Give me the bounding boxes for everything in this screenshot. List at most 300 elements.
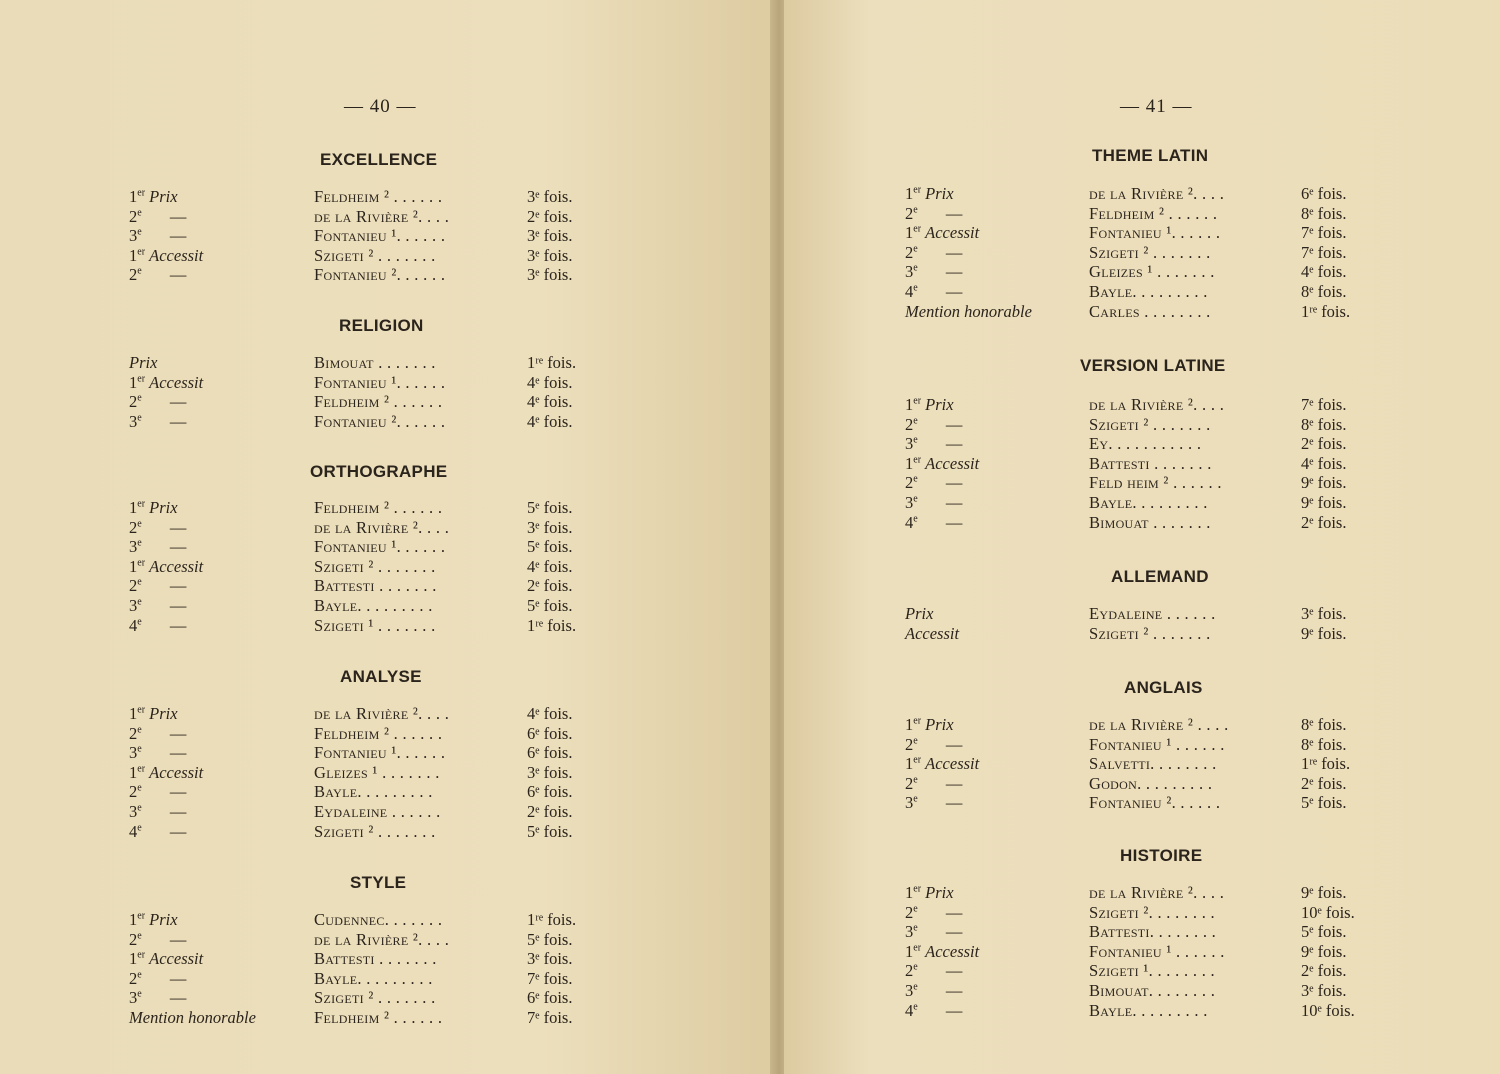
rank-suffix: er bbox=[137, 763, 146, 775]
award-row bbox=[784, 434, 1500, 454]
ditto-dash: — bbox=[945, 961, 963, 981]
award-rank bbox=[129, 187, 178, 207]
rank-number: 2 bbox=[905, 242, 914, 262]
award-count: 3ᵉ fois. bbox=[527, 762, 573, 782]
award-rank bbox=[905, 473, 962, 493]
section-title: ANGLAIS bbox=[1124, 678, 1203, 697]
award-row bbox=[0, 207, 776, 227]
rank-number: 2 bbox=[129, 968, 138, 988]
rank-number: 1 bbox=[905, 941, 914, 961]
award-rank bbox=[129, 576, 186, 596]
rank-suffix: er bbox=[137, 498, 146, 510]
award-count: 8ᵉ fois. bbox=[1301, 414, 1347, 434]
award-count: 2ᵉ fois. bbox=[1301, 773, 1347, 793]
rank-number: 2 bbox=[129, 782, 138, 802]
student-name: Bayle. . . . . . . . . bbox=[1089, 493, 1208, 512]
student-name: Szigeti ² . . . . . . . bbox=[1089, 623, 1211, 643]
student-name: de la Rivière ². . . . bbox=[314, 929, 450, 949]
award-row bbox=[784, 223, 1500, 243]
rank-suffix: er bbox=[913, 454, 922, 466]
rank-suffix: e bbox=[137, 822, 142, 834]
award-type: Prix bbox=[905, 604, 934, 623]
rank-number: 2 bbox=[905, 961, 914, 981]
rank-number: 4 bbox=[129, 615, 138, 635]
award-row bbox=[0, 226, 776, 246]
award-count: 5ᵉ fois. bbox=[527, 821, 573, 841]
award-row bbox=[0, 910, 776, 930]
rank-suffix: er bbox=[137, 187, 146, 199]
rank-suffix: e bbox=[137, 724, 142, 736]
section-title: STYLE bbox=[350, 873, 407, 892]
rank-number: 3 bbox=[905, 262, 914, 282]
rank-suffix: e bbox=[137, 537, 142, 549]
rank-suffix: e bbox=[913, 981, 918, 993]
student-name: Cudennec. . . . . . . bbox=[314, 910, 443, 929]
student-name: Bayle. . . . . . . . . bbox=[1089, 1000, 1208, 1020]
award-row bbox=[784, 903, 1500, 923]
rank-number: 2 bbox=[905, 902, 914, 922]
rank-number: 1 bbox=[905, 223, 914, 243]
student-name: Fontanieu ¹. . . . . . bbox=[314, 743, 446, 763]
award-count: 6ᵉ fois. bbox=[527, 988, 573, 1008]
rank-number: 4 bbox=[905, 282, 914, 301]
award-count: 1ʳᵉ fois. bbox=[1301, 754, 1351, 774]
rank-suffix: e bbox=[913, 922, 918, 934]
student-name: Fontanieu ¹ . . . . . . bbox=[1089, 941, 1225, 961]
section-title: EXCELLENCE bbox=[320, 150, 438, 169]
ditto-dash: — bbox=[169, 988, 187, 1008]
rank-suffix: e bbox=[913, 735, 918, 747]
rank-number: 1 bbox=[129, 498, 138, 517]
rank-suffix: e bbox=[137, 616, 142, 628]
student-name: de la Rivière ² . . . . bbox=[1089, 715, 1229, 734]
award-type: Accessit bbox=[149, 556, 204, 576]
rank-suffix: e bbox=[913, 282, 918, 294]
award-type: Prix bbox=[129, 353, 158, 372]
rank-suffix: er bbox=[913, 942, 922, 954]
ditto-dash: — bbox=[945, 203, 963, 223]
rank-number: 1 bbox=[129, 910, 138, 929]
award-row bbox=[0, 949, 776, 969]
award-rank bbox=[905, 942, 979, 962]
award-rank bbox=[129, 557, 203, 577]
rank-suffix: e bbox=[137, 392, 142, 404]
section-title: THEME LATIN bbox=[1092, 146, 1209, 165]
award-rank bbox=[905, 243, 962, 263]
rank-number: 2 bbox=[905, 734, 914, 754]
ditto-dash: — bbox=[945, 473, 963, 493]
award-row bbox=[784, 774, 1500, 794]
rank-number: 3 bbox=[905, 793, 914, 813]
award-rank bbox=[905, 513, 962, 533]
award-row bbox=[784, 454, 1500, 474]
award-count: 5ᵉ fois. bbox=[527, 596, 573, 615]
award-rank bbox=[905, 624, 959, 644]
award-row bbox=[784, 754, 1500, 774]
ditto-dash: — bbox=[169, 596, 187, 615]
award-rank bbox=[129, 802, 186, 822]
award-row bbox=[784, 243, 1500, 263]
page-number: — 41 — bbox=[1120, 96, 1193, 117]
award-row bbox=[0, 822, 776, 842]
rank-number: 1 bbox=[905, 395, 914, 414]
award-row bbox=[0, 930, 776, 950]
award-rank bbox=[129, 265, 186, 285]
ditto-dash: — bbox=[945, 414, 963, 434]
student-name: Szigeti ². . . . . . . . bbox=[1089, 902, 1215, 922]
award-count: 2ᵉ fois. bbox=[527, 802, 573, 821]
rank-suffix: er bbox=[137, 246, 146, 258]
student-name: Fontanieu ¹. . . . . . bbox=[314, 226, 446, 246]
award-rank bbox=[129, 704, 178, 724]
award-row bbox=[784, 735, 1500, 755]
award-row bbox=[784, 1001, 1500, 1021]
award-type: Prix bbox=[925, 395, 954, 414]
award-rank bbox=[129, 226, 186, 246]
award-row bbox=[0, 782, 776, 802]
ditto-dash: — bbox=[169, 392, 187, 412]
award-rank bbox=[905, 184, 954, 204]
student-name: Szigeti ² . . . . . . . bbox=[1089, 414, 1211, 434]
rank-suffix: er bbox=[913, 395, 922, 407]
award-count: 3ᵉ fois. bbox=[527, 265, 573, 285]
award-rank bbox=[905, 981, 962, 1001]
award-count: 1ʳᵉ fois. bbox=[1301, 301, 1351, 321]
award-count: 1ʳᵉ fois. bbox=[527, 910, 577, 929]
rank-number: 1 bbox=[129, 187, 138, 206]
rank-suffix: e bbox=[913, 793, 918, 805]
section-title: VERSION LATINE bbox=[1080, 356, 1226, 375]
award-rank bbox=[129, 518, 186, 538]
student-name: Ey. . . . . . . . . . . bbox=[1089, 434, 1202, 454]
award-row bbox=[0, 1008, 776, 1028]
rank-suffix: e bbox=[137, 412, 142, 424]
award-row bbox=[784, 493, 1500, 513]
award-count: 4ᵉ fois. bbox=[1301, 262, 1347, 282]
rank-number: 1 bbox=[129, 762, 138, 782]
ditto-dash: — bbox=[169, 517, 187, 537]
rank-suffix: e bbox=[913, 243, 918, 255]
page-number: — 40 — bbox=[344, 96, 417, 117]
award-type: Prix bbox=[925, 715, 954, 734]
award-count: 2ᵉ fois. bbox=[1301, 961, 1347, 981]
award-count: 8ᵉ fois. bbox=[1301, 734, 1347, 754]
award-count: 1ʳᵉ fois. bbox=[527, 353, 577, 372]
rank-suffix: er bbox=[913, 223, 922, 235]
award-row bbox=[0, 557, 776, 577]
ditto-dash: — bbox=[945, 773, 963, 793]
award-count: 3ᵉ fois. bbox=[527, 245, 573, 265]
rank-number: 3 bbox=[129, 743, 138, 763]
award-count: 8ᵉ fois. bbox=[1301, 282, 1347, 301]
student-name: de la Rivière ². . . . bbox=[314, 704, 450, 723]
rank-suffix: e bbox=[137, 930, 142, 942]
rank-suffix: e bbox=[137, 782, 142, 794]
rank-number: 1 bbox=[905, 453, 914, 473]
ditto-dash: — bbox=[945, 512, 963, 532]
award-row bbox=[784, 473, 1500, 493]
ditto-dash: — bbox=[169, 782, 187, 802]
award-type: Mention honorable bbox=[905, 301, 1032, 321]
rank-number: 4 bbox=[129, 821, 138, 841]
award-count: 7ᵉ fois. bbox=[527, 1008, 573, 1027]
rank-suffix: e bbox=[913, 513, 918, 525]
ditto-dash: — bbox=[169, 411, 187, 431]
rank-number: 1 bbox=[905, 754, 914, 774]
rank-number: 1 bbox=[129, 245, 138, 265]
award-rank bbox=[905, 493, 962, 513]
award-row bbox=[784, 184, 1500, 204]
award-type: Prix bbox=[149, 910, 178, 929]
ditto-dash: — bbox=[945, 1000, 963, 1020]
award-rank bbox=[129, 596, 186, 616]
ditto-dash: — bbox=[169, 206, 187, 226]
award-row bbox=[0, 724, 776, 744]
award-count: 9ᵉ fois. bbox=[1301, 473, 1347, 493]
student-name: Bayle. . . . . . . . . bbox=[314, 968, 433, 988]
award-rank bbox=[905, 715, 954, 735]
award-type: Accessit bbox=[149, 372, 204, 392]
right-page bbox=[784, 0, 1500, 1074]
award-rank bbox=[905, 961, 962, 981]
award-row bbox=[0, 392, 776, 412]
rank-suffix: e bbox=[913, 434, 918, 446]
award-rank bbox=[905, 262, 962, 282]
award-count: 10ᵉ fois. bbox=[1301, 1000, 1355, 1020]
award-row bbox=[0, 616, 776, 636]
rank-suffix: e bbox=[913, 774, 918, 786]
award-row bbox=[784, 981, 1500, 1001]
award-count: 8ᵉ fois. bbox=[1301, 715, 1347, 734]
award-rank bbox=[905, 282, 962, 302]
ditto-dash: — bbox=[945, 262, 963, 282]
rank-suffix: er bbox=[137, 557, 146, 569]
student-name: de la Rivière ². . . . bbox=[1089, 395, 1225, 414]
award-row bbox=[784, 262, 1500, 282]
award-rank bbox=[129, 207, 186, 227]
award-count: 7ᵉ fois. bbox=[1301, 395, 1347, 414]
rank-suffix: e bbox=[137, 226, 142, 238]
award-count: 3ᵉ fois. bbox=[527, 226, 573, 246]
rank-suffix: e bbox=[137, 265, 142, 277]
student-name: Battesti . . . . . . . bbox=[314, 576, 437, 596]
award-rank bbox=[905, 454, 979, 474]
section-title: ANALYSE bbox=[340, 667, 422, 686]
rank-number: 4 bbox=[905, 512, 914, 532]
rank-number: 3 bbox=[129, 988, 138, 1008]
student-name: Fontanieu ¹. . . . . . bbox=[314, 372, 446, 392]
student-name: Feldheim ² . . . . . . bbox=[314, 723, 443, 743]
award-count: 2ᵉ fois. bbox=[1301, 434, 1347, 454]
rank-number: 2 bbox=[129, 576, 138, 596]
student-name: Feldheim ² . . . . . . bbox=[1089, 203, 1218, 223]
award-rank bbox=[129, 246, 203, 266]
award-row bbox=[784, 961, 1500, 981]
award-rank bbox=[905, 903, 962, 923]
ditto-dash: — bbox=[169, 821, 187, 841]
student-name: Godon. . . . . . . . . bbox=[1089, 773, 1213, 793]
rank-number: 2 bbox=[905, 773, 914, 793]
award-rank bbox=[129, 724, 186, 744]
student-name: Bayle. . . . . . . . . bbox=[1089, 282, 1208, 301]
award-count: 4ᵉ fois. bbox=[527, 704, 573, 723]
ditto-dash: — bbox=[945, 922, 963, 942]
award-rank bbox=[905, 415, 962, 435]
ditto-dash: — bbox=[945, 793, 963, 813]
award-rank bbox=[905, 754, 979, 774]
ditto-dash: — bbox=[169, 537, 187, 557]
award-row bbox=[784, 942, 1500, 962]
rank-number: 1 bbox=[129, 556, 138, 576]
award-count: 3ᵉ fois. bbox=[527, 187, 573, 206]
award-rank bbox=[905, 302, 1032, 322]
student-name: Salvetti. . . . . . . . bbox=[1089, 754, 1217, 774]
rank-suffix: e bbox=[913, 415, 918, 427]
student-name: Feldheim ² . . . . . . bbox=[314, 1008, 443, 1027]
award-row bbox=[0, 498, 776, 518]
award-count: 6ᵉ fois. bbox=[527, 782, 573, 802]
rank-number: 3 bbox=[129, 226, 138, 246]
rank-number: 3 bbox=[905, 922, 914, 942]
rank-number: 2 bbox=[129, 723, 138, 743]
award-row bbox=[784, 204, 1500, 224]
student-name: Fontanieu ². . . . . . bbox=[1089, 793, 1221, 813]
award-rank bbox=[905, 883, 954, 903]
student-name: Feldheim ² . . . . . . bbox=[314, 392, 443, 412]
award-rank bbox=[129, 373, 203, 393]
ditto-dash: — bbox=[945, 734, 963, 754]
rank-suffix: er bbox=[913, 184, 922, 196]
rank-suffix: e bbox=[913, 961, 918, 973]
rank-suffix: er bbox=[137, 373, 146, 385]
rank-suffix: er bbox=[137, 704, 146, 716]
ditto-dash: — bbox=[169, 723, 187, 743]
student-name: Battesti. . . . . . . . bbox=[1089, 922, 1217, 942]
rank-suffix: er bbox=[913, 754, 922, 766]
award-rank bbox=[129, 822, 186, 842]
student-name: Szigeti ² . . . . . . . bbox=[314, 556, 436, 576]
award-count: 9ᵉ fois. bbox=[1301, 941, 1347, 961]
award-count: 5ᵉ fois. bbox=[527, 537, 573, 557]
student-name: de la Rivière ². . . . bbox=[1089, 883, 1225, 902]
rank-suffix: e bbox=[913, 204, 918, 216]
rank-suffix: e bbox=[913, 473, 918, 485]
student-name: Eydaleine . . . . . . bbox=[314, 802, 441, 821]
ditto-dash: — bbox=[169, 802, 187, 821]
student-name: Carles . . . . . . . . bbox=[1089, 301, 1211, 321]
rank-number: 2 bbox=[129, 929, 138, 949]
rank-number: 1 bbox=[129, 949, 138, 969]
award-rank bbox=[905, 434, 962, 454]
rank-suffix: er bbox=[913, 883, 922, 895]
award-count: 4ᵉ fois. bbox=[1301, 453, 1347, 473]
student-name: Eydaleine . . . . . . bbox=[1089, 604, 1216, 623]
award-row bbox=[0, 265, 776, 285]
award-count: 6ᵉ fois. bbox=[527, 743, 573, 763]
rank-number: 2 bbox=[129, 265, 138, 285]
student-name: Fontanieu ². . . . . . bbox=[314, 265, 446, 285]
award-type: Prix bbox=[925, 184, 954, 203]
award-row bbox=[784, 513, 1500, 533]
award-count: 9ᵉ fois. bbox=[1301, 623, 1347, 643]
section-title: ORTHOGRAPHE bbox=[310, 462, 448, 481]
award-rank bbox=[129, 392, 186, 412]
student-name: Fontanieu ¹. . . . . . bbox=[1089, 223, 1221, 243]
award-rank bbox=[129, 930, 186, 950]
award-type: Accessit bbox=[149, 245, 204, 265]
student-name: Feldheim ² . . . . . . bbox=[314, 498, 443, 517]
award-row bbox=[0, 763, 776, 783]
award-type: Prix bbox=[149, 187, 178, 206]
award-type: Prix bbox=[149, 704, 178, 723]
ditto-dash: — bbox=[945, 242, 963, 262]
rank-number: 2 bbox=[129, 517, 138, 537]
award-rank bbox=[129, 969, 186, 989]
award-row bbox=[0, 988, 776, 1008]
award-row bbox=[0, 802, 776, 822]
rank-number: 3 bbox=[129, 802, 138, 821]
award-row bbox=[784, 395, 1500, 415]
rank-suffix: e bbox=[137, 596, 142, 608]
award-rank bbox=[129, 498, 178, 518]
award-rank bbox=[905, 204, 962, 224]
award-count: 7ᵉ fois. bbox=[1301, 242, 1347, 262]
rank-number: 3 bbox=[905, 434, 914, 454]
student-name: Fontanieu ². . . . . . bbox=[314, 411, 446, 431]
award-row bbox=[0, 246, 776, 266]
award-rank bbox=[905, 604, 933, 624]
award-row bbox=[0, 353, 776, 373]
award-count: 5ᵉ fois. bbox=[527, 498, 573, 517]
award-type: Accessit bbox=[905, 623, 960, 643]
award-count: 5ᵉ fois. bbox=[527, 929, 573, 949]
rank-suffix: e bbox=[137, 207, 142, 219]
award-rank bbox=[129, 616, 186, 636]
award-count: 2ᵉ fois. bbox=[1301, 512, 1347, 532]
award-row bbox=[784, 922, 1500, 942]
award-type: Accessit bbox=[149, 949, 204, 969]
rank-suffix: e bbox=[137, 518, 142, 530]
award-count: 8ᵉ fois. bbox=[1301, 203, 1347, 223]
rank-suffix: er bbox=[913, 715, 922, 727]
rank-suffix: e bbox=[137, 988, 142, 1000]
rank-suffix: er bbox=[137, 910, 146, 922]
student-name: Bimouat . . . . . . . bbox=[1089, 512, 1211, 532]
ditto-dash: — bbox=[169, 743, 187, 763]
rank-number: 1 bbox=[905, 883, 914, 902]
rank-number: 2 bbox=[905, 473, 914, 493]
ditto-dash: — bbox=[169, 968, 187, 988]
rank-number: 4 bbox=[905, 1000, 914, 1020]
student-name: Battesti . . . . . . . bbox=[1089, 453, 1212, 473]
award-count: 10ᵉ fois. bbox=[1301, 902, 1355, 922]
rank-number: 1 bbox=[129, 704, 138, 723]
rank-suffix: e bbox=[137, 743, 142, 755]
award-row bbox=[0, 969, 776, 989]
award-rank bbox=[905, 774, 962, 794]
award-count: 4ᵉ fois. bbox=[527, 411, 573, 431]
ditto-dash: — bbox=[169, 226, 187, 246]
student-name: de la Rivière ². . . . bbox=[314, 517, 450, 537]
award-rank bbox=[129, 949, 203, 969]
rank-number: 1 bbox=[905, 184, 914, 203]
award-count: 9ᵉ fois. bbox=[1301, 883, 1347, 902]
award-count: 6ᵉ fois. bbox=[1301, 184, 1347, 203]
ditto-dash: — bbox=[169, 929, 187, 949]
award-count: 3ᵉ fois. bbox=[527, 517, 573, 537]
award-rank bbox=[905, 793, 962, 813]
award-count: 3ᵉ fois. bbox=[1301, 604, 1347, 623]
